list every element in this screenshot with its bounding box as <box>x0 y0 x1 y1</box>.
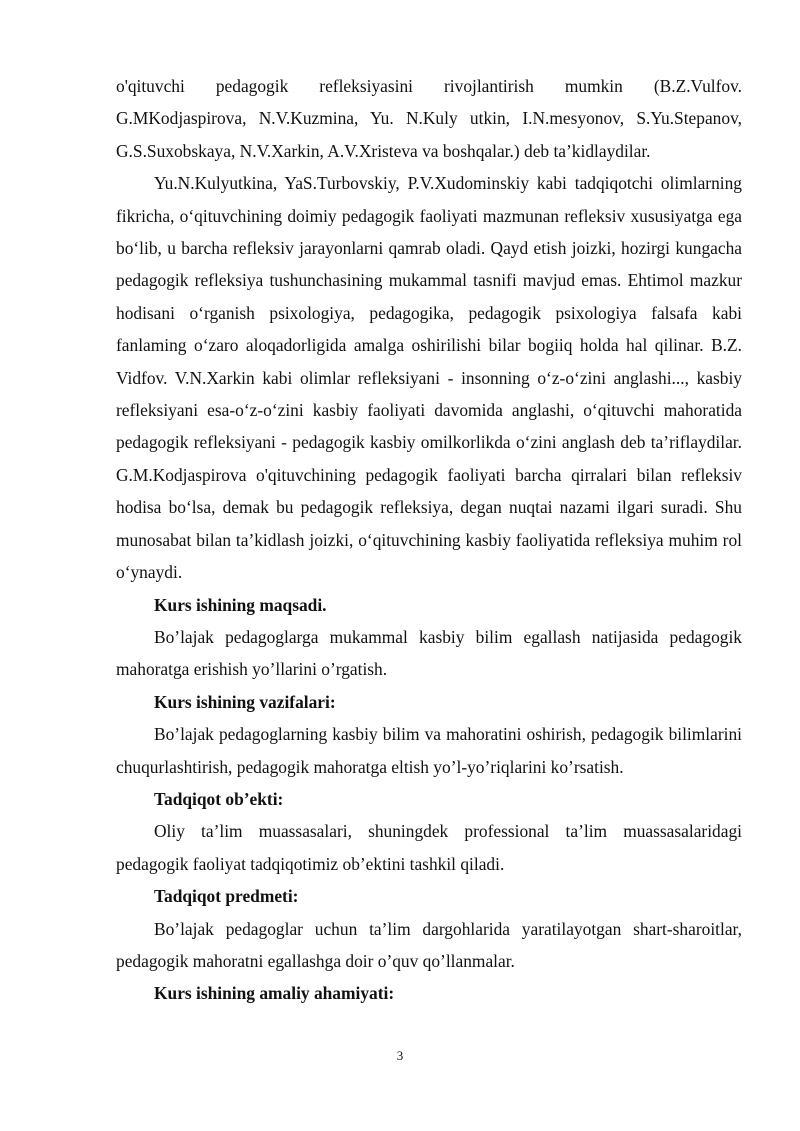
paragraph-reflection-discussion: Yu.N.Kulyutkina, YaS.Turbovskiy, P.V.Xudominskiy kabi tadqiqotchi olimlarning fikricha, o‘qituvchining doimiy pedagogik faoliyati mazmunan refleksiv xususiyatga ega bo‘lib, u barcha refleksiv jarayonlarni qamrab oladi. Qayd etish joizki, hozirgi kungacha pedagogik refleksiya tushunchasining mukammal tasnifi mavjud emas. Ehtimol mazkur hodisani o‘rganish psixologiya, pedagogika, pedagogik psixologiya falsafa kabi fanlaming o‘zaro aloqadorligida amalga oshirilishi bilar bogiiq holda hal qilinar. B.Z. Vidfov. V.N.Xarkin kabi olimlar refleksiyani - insonning o‘z-o‘zini anglashi..., kasbiy refleksiyani esa-o‘z-o‘zini kasbiy faoliyati davomida anglashi, o‘qituvchi mahoratida pedagogik refleksiyani - pedagogik kasbiy omilkorlikda o‘zini anglash deb ta’riflaydilar. G.M.Kodjaspirova o'qituvchining pedagogik faoliyati barcha qirralari bilan refleksiv hodisa bo‘lsa, demak bu pedagogik refleksiya, degan nuqtai nazami ilgari suradi. Shu munosabat bilan ta’kidlash joizki, o‘qituvchining kasbiy faoliyatida refleksiya muhim rol o‘ynaydi. <box>116 173 742 583</box>
page-number: 3 <box>396 1048 404 1063</box>
paragraph-course-goal: Bo’lajak pedagoglarga mukammal kasbiy bilim egallash natijasida pedagogik mahoratga erishish yo’llarini o’rgatish. <box>116 626 742 680</box>
paragraph-course-tasks: Bo’lajak pedagoglarning kasbiy bilim va mahoratini oshirish, pedagogik bilimlarini chuqurlashtirish, pedagogik mahoratga eltish yo’l-yo’riqlarini ko’rsatish. <box>116 724 742 777</box>
heading-research-object: Tadqiqot ob’ekti: <box>154 788 284 809</box>
paragraph-research-object: Oliy ta’lim muassasalari, shuningdek professional ta’lim muassasalaridagi pedagogik faoliyat tadqiqotimiz ob’ektini tashkil qiladi. <box>116 821 742 874</box>
heading-course-goal: Kurs ishining maqsadi. <box>154 594 327 615</box>
paragraph-intro-continuation: o'qituvchi pedagogik refleksiyasini rivojlantirish mumkin (B.Z.Vulfov. G.MKodjaspirova, N.V.Kuzmina, Yu. N.Kuly utkin, I.N.mesyonov, S.Yu.Stepanov, G.S.Suxobskaya, N.V.Xarkin, A.V.Xristeva va boshqalar.) deb ta’kidlaydilar. <box>116 76 742 161</box>
heading-practical-significance: Kurs ishining amaliy ahamiyati: <box>154 983 395 1004</box>
heading-research-subject: Tadqiqot predmeti: <box>154 886 299 907</box>
paragraph-research-subject: Bo’lajak pedagoglar uchun ta’lim dargohlarida yaratilayotgan shart-sharoitlar, pedagogik mahoratni egallashga doir o’quv qo’llanmalar. <box>116 918 742 971</box>
document-page <box>116 70 742 1010</box>
heading-course-tasks: Kurs ishining vazifalari: <box>154 691 336 712</box>
